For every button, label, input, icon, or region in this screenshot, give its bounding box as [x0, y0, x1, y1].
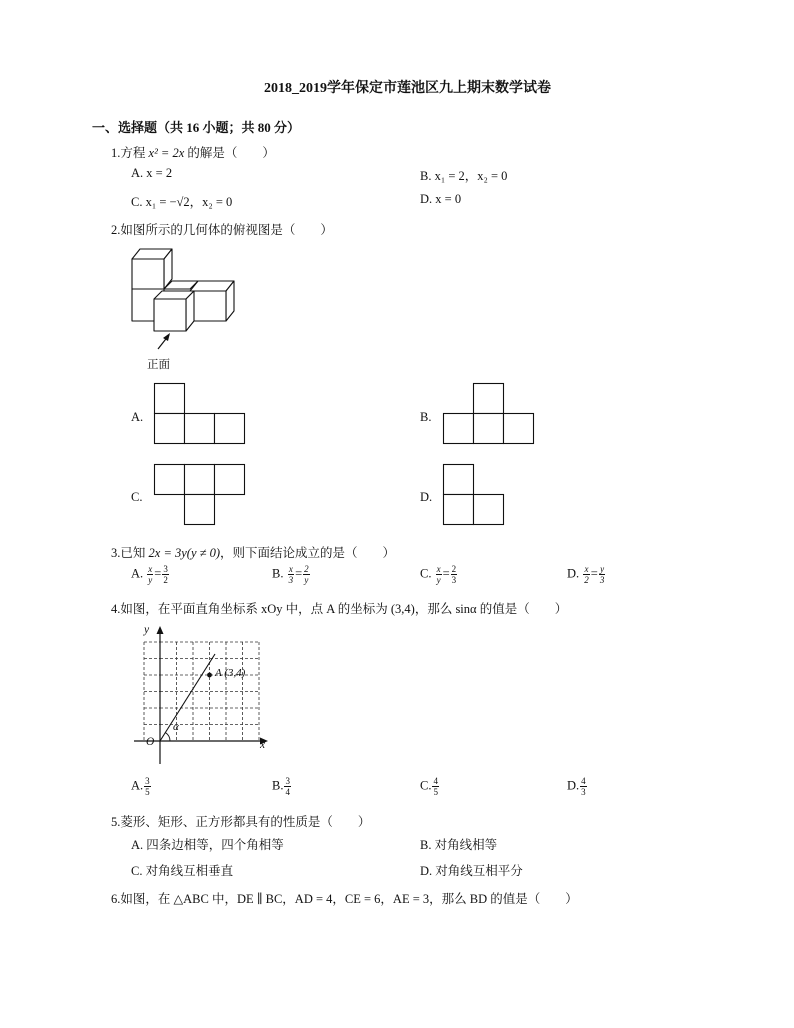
question-4-stem: 4.如图，在平面直角坐标系 xOy 中，点 A 的坐标为 (3,4)，那么 sinα 的值是（ ） — [111, 602, 568, 616]
q1-option-b[interactable]: B. x₁ = 2，x₂ = 0 — [420, 169, 508, 183]
q2-option-a-label[interactable]: A. — [131, 410, 144, 424]
exam-title: 2018_2019学年保定市莲池区九上期末数学试卷 — [264, 81, 551, 96]
question-5-stem: 5.菱形、矩形、正方形都具有的性质是（ ） — [111, 815, 371, 829]
q2-option-a-view[interactable] — [154, 383, 246, 444]
question-number: 3. — [111, 546, 121, 560]
point-a — [207, 673, 212, 678]
section-heading: 一、选择题（共 16 小题；共 80 分） — [92, 120, 301, 135]
q1-option-c[interactable]: C. x₁ = −√2，x₂ = 0 — [131, 195, 233, 209]
q3-option-a[interactable]: A. $\frac{x}{y}$ = $\frac{3}{2}$ — [131, 564, 168, 585]
q5-option-b[interactable]: B. 对角线相等 — [420, 838, 498, 852]
x-axis-label: x — [260, 739, 266, 751]
condition: 2x = 3y(y ≠ 0) — [148, 546, 221, 560]
question-number: 4. — [111, 602, 121, 616]
question-2-stem: 2.如图所示的几何体的俯视图是（ ） — [111, 223, 333, 237]
q5-option-c[interactable]: C. 对角线互相垂直 — [131, 864, 234, 878]
q2-option-b-view[interactable] — [443, 383, 535, 444]
equation: x² = 2x — [148, 146, 185, 160]
point-a-label: A (3,4) — [215, 667, 246, 679]
question-number: 2. — [111, 223, 121, 237]
question-number: 6. — [111, 892, 121, 906]
question-1-stem: 1.方程 x² = 2x 的解是（ ） — [111, 146, 275, 160]
q4-option-b[interactable]: B. $\frac{3}{4}$ — [272, 776, 290, 797]
q2-option-c-label[interactable]: C. — [131, 490, 143, 504]
q3-option-b[interactable]: B. $\frac{x}{3}$ = $\frac{2}{y}$ — [272, 564, 309, 585]
q2-option-c-view[interactable] — [154, 464, 246, 525]
q5-option-a[interactable]: A. 四条边相等，四个角相等 — [131, 838, 284, 852]
question-number: 5. — [111, 815, 121, 829]
ray-oa — [160, 654, 215, 741]
front-label: 正面 — [147, 359, 170, 371]
angle-label: α — [173, 721, 179, 733]
q2-option-d-label[interactable]: D. — [420, 490, 433, 504]
question-6-stem: 6.如图，在 △ABC 中，DE ∥ BC，AD = 4，CE = 6，AE = 3，那么 BD 的值是（ ） — [111, 892, 578, 906]
q2-option-b-label[interactable]: B. — [420, 410, 432, 424]
q3-option-c[interactable]: C. $\frac{x}{y}$ = $\frac{2}{3}$ — [420, 564, 457, 585]
solid-figure — [128, 245, 243, 355]
q1-option-d[interactable]: D. x = 0 — [420, 192, 462, 206]
q5-option-d[interactable]: D. 对角线互相平分 — [420, 864, 523, 878]
angle-arc — [166, 733, 171, 741]
question-number: 1. — [111, 146, 121, 160]
q3-option-d[interactable]: D. $\frac{x}{2}$ = $\frac{y}{3}$ — [567, 564, 605, 585]
q4-option-a[interactable]: A. $\frac{3}{5}$ — [131, 776, 150, 797]
q4-option-d[interactable]: D. $\frac{4}{3}$ — [567, 776, 586, 797]
origin-label: O — [146, 736, 155, 748]
q4-option-c[interactable]: C. $\frac{4}{5}$ — [420, 776, 438, 797]
question-3-stem: 3.已知 2x = 3y(y ≠ 0)，则下面结论成立的是（ ） — [111, 546, 396, 560]
q2-option-d-view[interactable] — [443, 464, 505, 525]
y-axis-label: y — [144, 624, 150, 636]
q1-option-a[interactable]: A. x = 2 — [131, 166, 173, 180]
